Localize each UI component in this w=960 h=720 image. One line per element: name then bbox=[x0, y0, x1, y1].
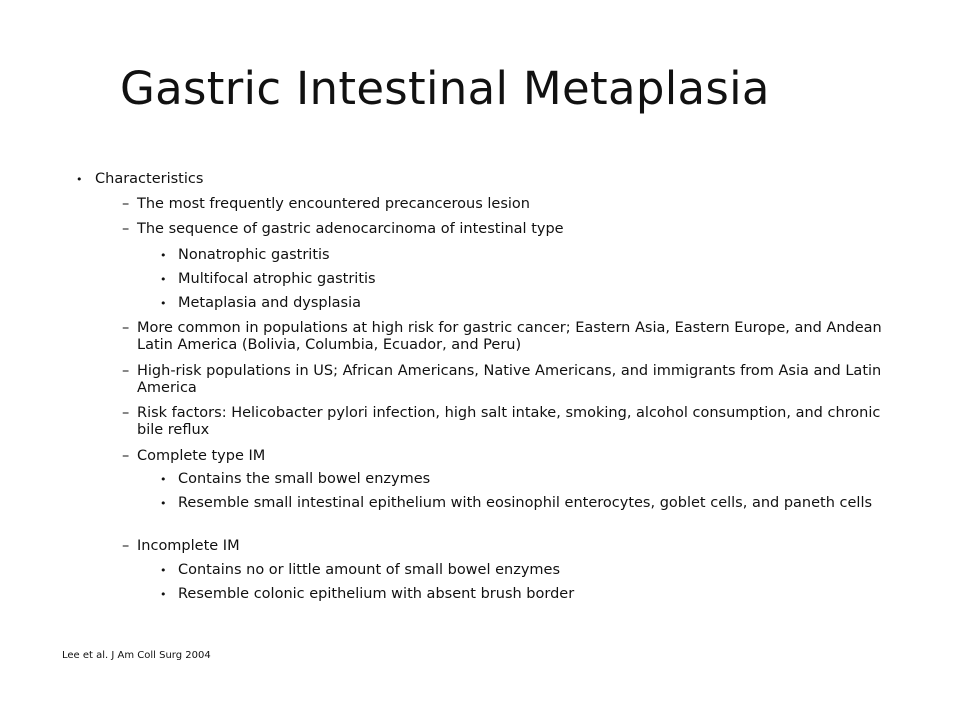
subsubbullet-text: Nonatrophic gastritis bbox=[178, 247, 330, 263]
dash-marker: – bbox=[122, 448, 130, 464]
subbullet-item bbox=[0, 320, 960, 354]
bullet-marker: • bbox=[160, 564, 167, 577]
bullet-marker: • bbox=[160, 473, 167, 486]
subsubbullet-text: Contains no or little amount of small bowel enzymes bbox=[178, 562, 561, 578]
dash-marker: – bbox=[122, 320, 130, 336]
subbullet-text: High-risk populations in US; African Americans, Native Americans, and immigrants from Asia and Latin America bbox=[137, 363, 882, 396]
bullet-marker: • bbox=[160, 497, 167, 510]
bullet-marker: • bbox=[160, 588, 167, 601]
subbullet-text: The sequence of gastric adenocarcinoma of intestinal type bbox=[137, 221, 564, 237]
subbullet-item bbox=[0, 448, 960, 465]
bullet-marker: • bbox=[76, 173, 83, 186]
bullet-marker: • bbox=[160, 297, 167, 310]
subbullet-text: Complete type IM bbox=[137, 448, 266, 464]
subbullet-item bbox=[0, 363, 960, 397]
subsubbullet-text: Metaplasia and dysplasia bbox=[178, 295, 362, 311]
bullet-marker: • bbox=[160, 273, 167, 286]
subbullet-item bbox=[0, 538, 960, 555]
dash-marker: – bbox=[122, 538, 130, 554]
subbullet-text: Incomplete IM bbox=[137, 538, 240, 554]
subsubbullet-text: Multifocal atrophic gastritis bbox=[178, 271, 376, 287]
subsubbullet-text: Resemble colonic epithelium with absent brush border bbox=[178, 586, 575, 602]
slide-title: Gastric Intestinal Metaplasia bbox=[120, 62, 770, 115]
bullet-marker: • bbox=[160, 249, 167, 262]
subsubbullet-item bbox=[0, 271, 960, 288]
dash-marker: – bbox=[122, 196, 130, 212]
subbullet-text: More common in populations at high risk for gastric cancer; Eastern Asia, Eastern Europe, and Andean Latin America (Bolivia, Columbia, Ecuador, and Peru) bbox=[137, 320, 882, 353]
citation: Lee et al. J Am Coll Surg 2004 bbox=[62, 650, 211, 661]
subsubbullet-item bbox=[0, 562, 960, 579]
dash-marker: – bbox=[122, 221, 130, 237]
subsubbullet-item bbox=[0, 471, 960, 488]
subsubbullet-item bbox=[0, 586, 960, 603]
subbullet-text: Risk factors: Helicobacter pylori infection, high salt intake, smoking, alcohol consumption, and chronic bile reflux bbox=[137, 405, 881, 438]
subbullet-item bbox=[0, 196, 960, 213]
bullet-item-characteristics bbox=[0, 171, 960, 188]
dash-marker: – bbox=[122, 405, 130, 421]
subbullet-item bbox=[0, 405, 960, 439]
subsubbullet-item bbox=[0, 247, 960, 264]
subbullet-text: The most frequently encountered precancerous lesion bbox=[137, 196, 530, 212]
subsubbullet-text: Contains the small bowel enzymes bbox=[178, 471, 431, 487]
dash-marker: – bbox=[122, 363, 130, 379]
subsubbullet-item bbox=[0, 495, 960, 529]
subsubbullet-text: Resemble small intestinal epithelium with eosinophil enterocytes, goblet cells, and paneth cells bbox=[178, 495, 873, 511]
subbullet-item bbox=[0, 221, 960, 238]
subsubbullet-item bbox=[0, 295, 960, 312]
bullet-text: Characteristics bbox=[95, 171, 204, 187]
